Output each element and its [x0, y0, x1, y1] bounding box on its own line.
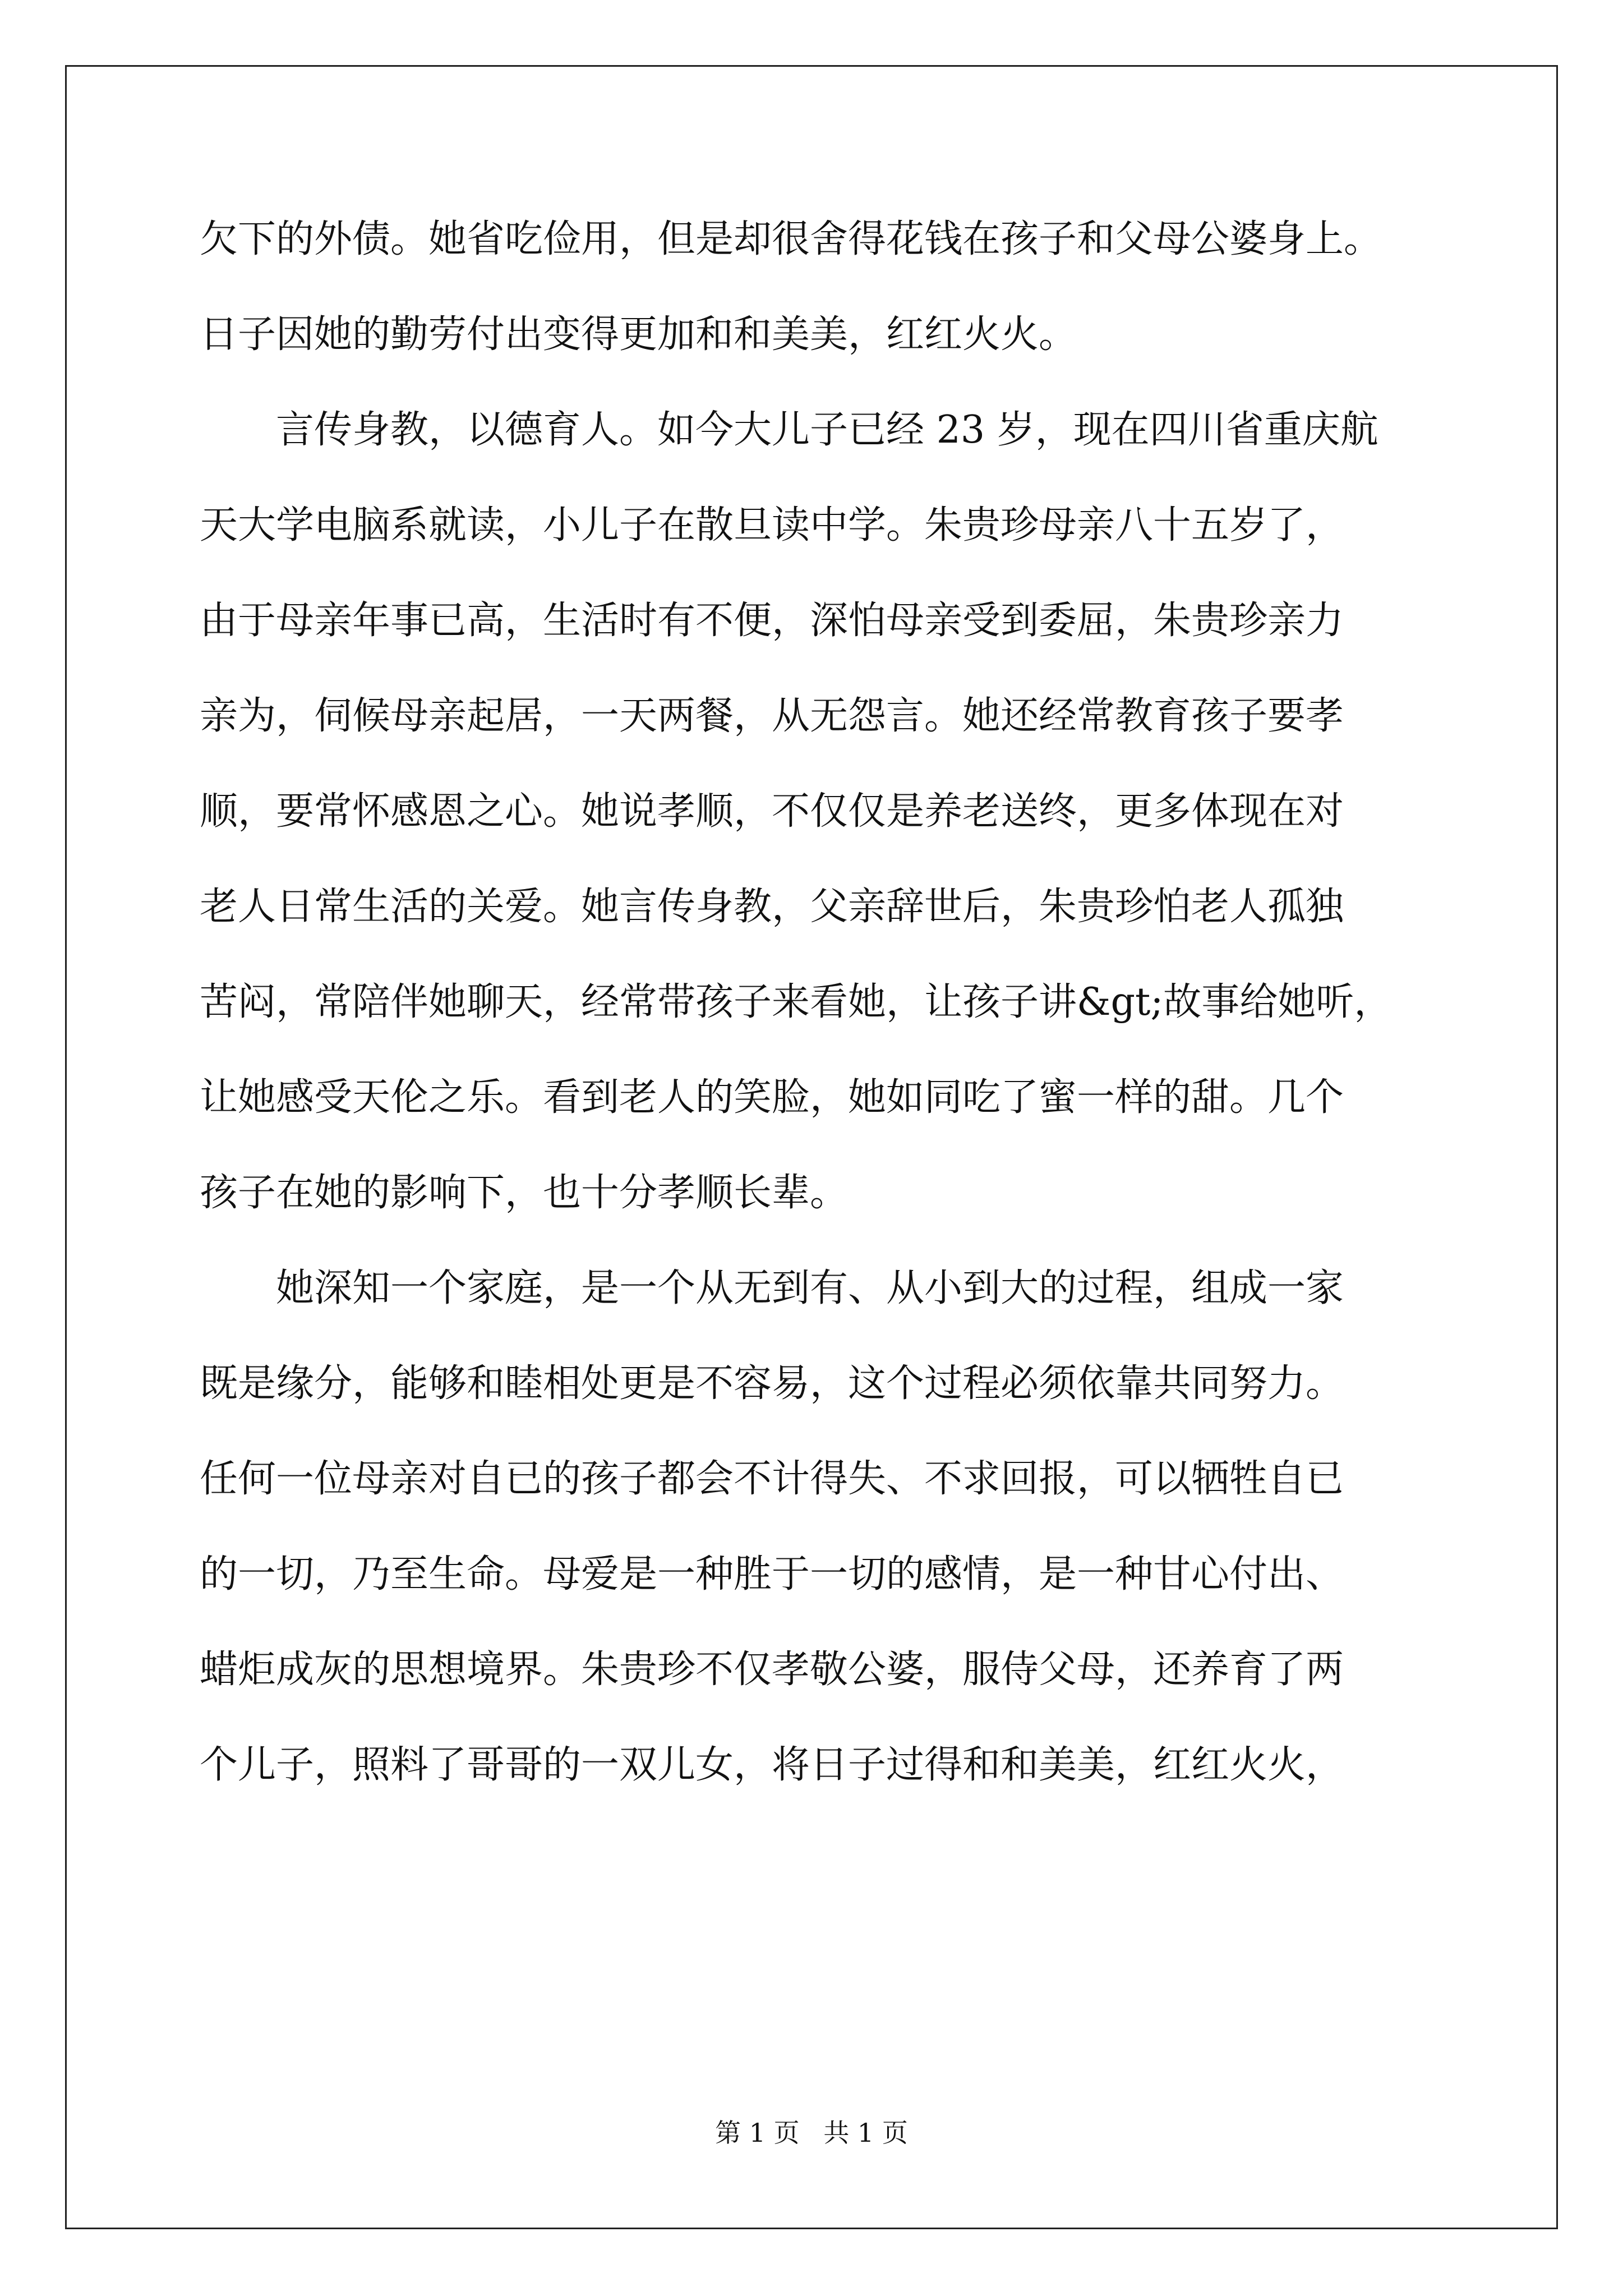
page-number: 第 1 页	[715, 2118, 800, 2148]
text-line: 的一切，乃至生命。母爱是一种胜于一切的感情，是一种甘心付出、	[200, 1552, 1344, 1596]
text-line: 既是缘分，能够和睦相处更是不容易，这个过程必须依靠共同努力。	[200, 1361, 1344, 1406]
text-line: 顺，要常怀感恩之心。她说孝顺，不仅仅是养老送终，更多体现在对	[200, 789, 1344, 834]
text-line: 个儿子，照料了哥哥的一双儿女，将日子过得和和美美，红红火火，	[200, 1743, 1344, 1787]
text-line: 欠下的外债。她省吃俭用，但是却很舍得花钱在孩子和父母公婆身上。	[200, 217, 1382, 261]
text-line: 蜡炬成灰的思想境界。朱贵珍不仅孝敬公婆，服侍父母，还养育了两	[200, 1648, 1344, 1692]
text-line: 任何一位母亲对自已的孩子都会不计得失、不求回报，可以牺牲自已	[200, 1457, 1344, 1501]
text-line: 孩子在她的影响下，也十分孝顺长辈。	[200, 1171, 849, 1215]
document-body	[200, 192, 1439, 1813]
text-line: 让她感受天伦之乐。看到老人的笑脸，她如同吃了蜜一样的甜。几个	[200, 1075, 1344, 1120]
paragraph-start-line: 她深知一个家庭，是一个从无到有、从小到大的过程，组成一家	[276, 1266, 1344, 1310]
text-line: 老人日常生活的关爱。她言传身教，父亲辞世后，朱贵珍怕老人孤独	[200, 885, 1344, 929]
text-line: 由于母亲年事已高，生活时有不便，深怕母亲受到委屈，朱贵珍亲力	[200, 599, 1344, 643]
paragraph-start-line: 言传身教，以德育人。如今大儿子已经 23 岁，现在四川省重庆航	[276, 408, 1378, 452]
page-total: 共 1 页	[823, 2118, 908, 2148]
text-line: 亲为，伺候母亲起居，一天两餐，从无怨言。她还经常教育孩子要孝	[200, 694, 1344, 738]
text-line: 苦闷，常陪伴她聊天，经常带孩子来看她，让孩子讲&gt;故事给她听，	[200, 980, 1393, 1024]
text-line: 日子因她的勤劳付出变得更加和和美美，红红火火。	[200, 312, 1077, 357]
page-footer	[0, 2116, 1623, 2150]
text-line: 天大学电脑系就读，小儿子在散旦读中学。朱贵珍母亲八十五岁了，	[200, 503, 1344, 547]
